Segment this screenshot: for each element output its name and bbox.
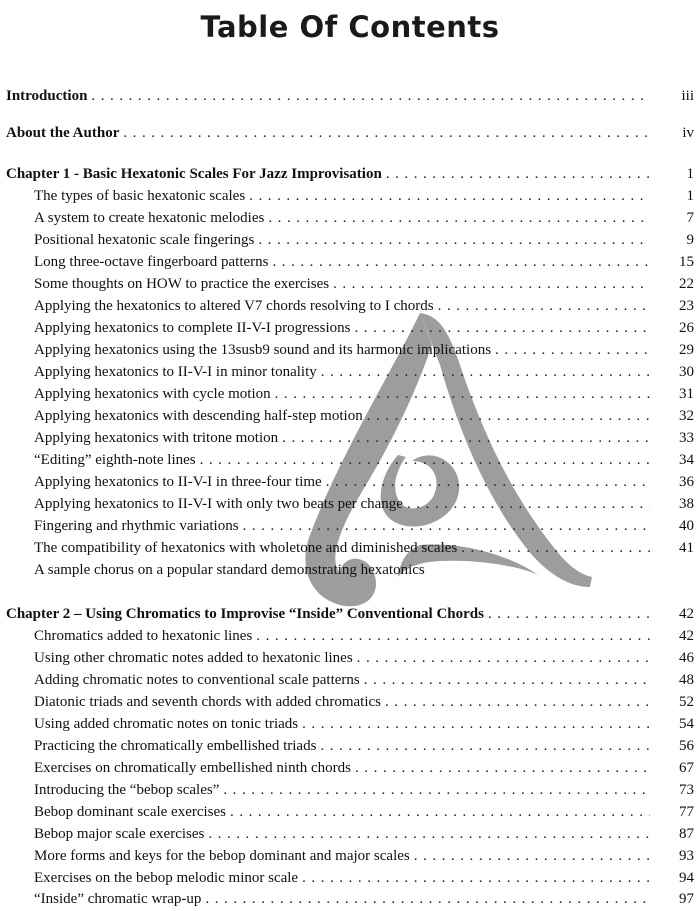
toc-entry-label: Fingering and rhythmic variations	[34, 518, 239, 534]
dot-leader	[123, 123, 650, 143]
dot-leader	[258, 230, 650, 250]
toc-entry-label: A system to create hexatonic melodies	[34, 210, 265, 226]
toc-entry-page: 56	[679, 738, 694, 754]
toc-entry-label: Applying the hexatonics to altered V7 chords resolving to I chords	[34, 298, 434, 314]
dot-leader	[438, 296, 650, 316]
toc-entry-label: Bebop major scale exercises	[34, 826, 205, 842]
toc-entry-label: Practicing the chromatically embellished triads	[34, 738, 317, 754]
toc-entry-about-author[interactable]	[0, 123, 700, 143]
toc-entry[interactable]	[0, 428, 700, 448]
toc-entry[interactable]	[0, 450, 700, 470]
toc-entry[interactable]	[0, 318, 700, 338]
toc-entry[interactable]	[0, 252, 700, 272]
dot-leader	[495, 340, 650, 360]
toc-entry-page: 7	[686, 210, 694, 226]
dot-leader	[354, 318, 650, 338]
toc-entry-page: 34	[679, 452, 694, 468]
toc-entry-page: 30	[679, 364, 694, 380]
dot-leader	[275, 384, 650, 404]
dot-leader	[407, 494, 650, 514]
toc-entry-label: Bebop dominant scale exercises	[34, 804, 227, 820]
toc-entry-label: Diatonic triads and seventh chords with added chromatics	[34, 694, 381, 710]
toc-entry[interactable]	[0, 626, 700, 646]
toc-entry-page: 38	[679, 496, 694, 512]
toc-entry[interactable]	[0, 758, 700, 778]
toc-entry[interactable]	[0, 406, 700, 426]
page-title: Table Of Contents	[200, 10, 500, 44]
toc-entry[interactable]	[0, 846, 700, 866]
dot-leader	[488, 604, 650, 624]
dot-leader	[320, 736, 650, 756]
toc-entry-introduction[interactable]	[0, 86, 700, 106]
toc-entry-page: 26	[679, 320, 694, 336]
dot-leader	[385, 692, 650, 712]
dot-leader	[364, 670, 650, 690]
dot-leader	[205, 889, 650, 909]
toc-entry-page: 46	[679, 650, 694, 666]
toc-entry[interactable]	[0, 670, 700, 690]
toc-entry-page: 32	[679, 408, 694, 424]
toc-entry-page: 97	[679, 891, 694, 907]
toc-entry-label: Using added chromatic notes on tonic triads	[34, 716, 299, 732]
toc-entry-label: Adding chromatic notes to conventional scale patterns	[34, 672, 360, 688]
dot-leader	[282, 428, 650, 448]
dot-leader	[230, 802, 650, 822]
toc-entry-page: 23	[679, 298, 694, 314]
toc-entry-page: 1	[686, 188, 694, 204]
toc-entry-label: Exercises on chromatically embellished ninth chords	[34, 760, 351, 776]
dot-leader	[249, 186, 650, 206]
toc-entry[interactable]	[0, 340, 700, 360]
dot-leader	[367, 406, 650, 426]
dot-leader	[91, 86, 650, 106]
toc-entry-label: Applying hexatonics with tritone motion	[34, 430, 279, 446]
toc-entry[interactable]	[0, 560, 700, 580]
toc-entry-page: 73	[679, 782, 694, 798]
toc-entry-page: 42	[679, 628, 694, 644]
dot-leader	[256, 626, 650, 646]
toc-entry-page: 31	[679, 386, 694, 402]
toc-entry-label: Applying hexatonics to II-V-I in minor tonality	[34, 364, 317, 380]
toc-entry[interactable]	[0, 780, 700, 800]
toc-entry[interactable]	[0, 889, 700, 909]
toc-entry[interactable]	[0, 648, 700, 668]
toc-entry-label: More forms and keys for the bebop dominant and major scales	[34, 848, 410, 864]
toc-entry-page: 1	[686, 166, 694, 182]
toc-entry-label: Applying hexatonics to complete II-V-I progressions	[34, 320, 351, 336]
toc-entry-label: Introduction	[6, 88, 88, 104]
toc-entry-page: 33	[679, 430, 694, 446]
dot-leader	[333, 274, 650, 294]
dot-leader	[321, 362, 650, 382]
toc-entry-page: 54	[679, 716, 694, 732]
toc-entry[interactable]	[0, 296, 700, 316]
toc-entry[interactable]	[0, 362, 700, 382]
dot-leader	[268, 208, 650, 228]
dot-leader	[357, 648, 650, 668]
toc-entry-label: “Inside” chromatic wrap-up	[34, 891, 202, 907]
dot-leader	[302, 714, 650, 734]
toc-entry-page: 42	[679, 606, 694, 622]
toc-entry-label: Applying hexatonics using the 13susb9 sound and its harmonic implications	[34, 342, 492, 358]
dot-leader	[243, 516, 650, 536]
dot-leader	[200, 450, 650, 470]
toc-entry[interactable]	[0, 516, 700, 536]
toc-entry-label: Some thoughts on HOW to practice the exercises	[34, 276, 330, 292]
toc-entry-label: Chapter 2 – Using Chromatics to Improvise “Inside” Conventional Chords	[6, 606, 484, 622]
toc-entry[interactable]	[0, 186, 700, 206]
toc-entry-label: Using other chromatic notes added to hexatonic lines	[34, 650, 353, 666]
toc-entry-page: 48	[679, 672, 694, 688]
toc-entry-page: 29	[679, 342, 694, 358]
toc-entry[interactable]	[0, 868, 700, 888]
toc-entry-label: Positional hexatonic scale fingerings	[34, 232, 255, 248]
toc-entry-label: Exercises on the bebop melodic minor scale	[34, 870, 299, 886]
toc-entry[interactable]	[0, 274, 700, 294]
toc-entry-label: Applying hexatonics to II-V-I in three-four time	[34, 474, 322, 490]
toc-entry-label: The compatibility of hexatonics with wholetone and diminished scales	[34, 540, 458, 556]
toc-entry[interactable]	[0, 802, 700, 822]
toc-entry-label: Introducing the “bebop scales”	[34, 782, 220, 798]
toc-entry[interactable]	[0, 208, 700, 228]
toc-entry-page: iii	[681, 88, 694, 104]
toc-chapter-2[interactable]	[0, 604, 700, 624]
toc-chapter-1[interactable]	[0, 164, 700, 184]
toc-entry[interactable]	[0, 494, 700, 514]
toc-entry-label: Chapter 1 - Basic Hexatonic Scales For Jazz Improvisation	[6, 166, 382, 182]
toc-entry-label: Applying hexatonics to II-V-I with only two beats per change	[34, 496, 403, 512]
toc-entry-page: 77	[679, 804, 694, 820]
toc-entry[interactable]	[0, 824, 700, 844]
dot-leader	[414, 846, 650, 866]
toc-entry[interactable]	[0, 736, 700, 756]
toc-entry-label: “Editing” eighth-note lines	[34, 452, 196, 468]
dot-leader	[326, 472, 650, 492]
dot-leader	[461, 538, 650, 558]
toc-entry[interactable]	[0, 384, 700, 404]
toc-entry-page: 52	[679, 694, 694, 710]
toc-entry-label: Applying hexatonics with descending half-step motion	[34, 408, 363, 424]
toc-entry-page: 41	[679, 540, 694, 556]
toc-entry-label: About the Author	[6, 125, 120, 141]
toc-entry-label: Chromatics added to hexatonic lines	[34, 628, 253, 644]
toc-entry-page: 15	[679, 254, 694, 270]
toc-entry[interactable]	[0, 692, 700, 712]
toc-entry-page: 22	[679, 276, 694, 292]
dot-leader	[355, 758, 650, 778]
dot-leader	[302, 868, 650, 888]
toc-entry[interactable]	[0, 538, 700, 558]
toc-entry-label: Long three-octave fingerboard patterns	[34, 254, 269, 270]
toc-entry-page: 40	[679, 518, 694, 534]
dot-leader	[386, 164, 650, 184]
toc-entry-label: The types of basic hexatonic scales	[34, 188, 246, 204]
toc-entry-page: 94	[679, 870, 694, 886]
toc-entry-page: 93	[679, 848, 694, 864]
toc-entry[interactable]	[0, 230, 700, 250]
toc-entry-label: Applying hexatonics with cycle motion	[34, 386, 271, 402]
toc-entry-page: 9	[686, 232, 694, 248]
toc-entry-page: 87	[679, 826, 694, 842]
toc-entry[interactable]	[0, 472, 700, 492]
toc-entry-page: 36	[679, 474, 694, 490]
dot-leader	[223, 780, 650, 800]
dot-leader	[208, 824, 650, 844]
toc-entry[interactable]	[0, 714, 700, 734]
dot-leader	[272, 252, 650, 272]
toc-entry-page: iv	[682, 125, 694, 141]
toc-entry-label: A sample chorus on a popular standard demonstrating hexatonics	[34, 562, 425, 578]
toc-entry-page: 67	[679, 760, 694, 776]
